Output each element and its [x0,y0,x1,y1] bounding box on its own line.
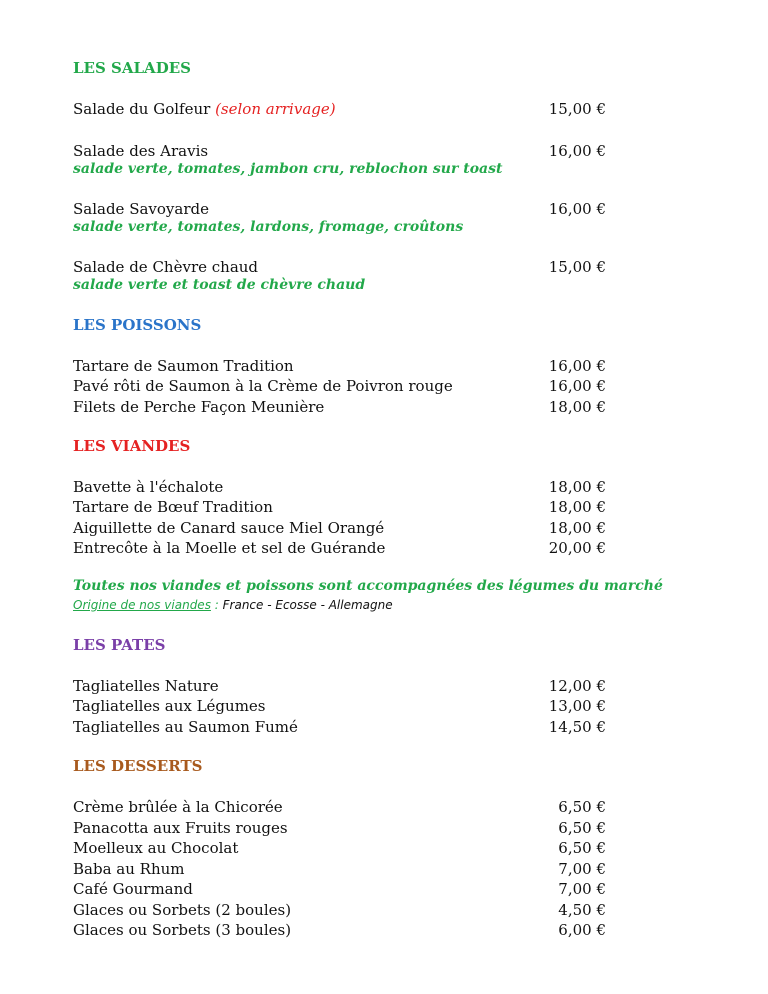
menu-item-price: 15,00 € [548,258,606,276]
menu-item-price: 7,00 € [558,860,606,878]
menu-item-price: 18,00 € [548,478,606,496]
menu-item-name: Glaces ou Sorbets (2 boules) [73,901,292,919]
menu-item-price: 4,50 € [558,901,606,919]
menu-item-name: Tartare de Saumon Tradition [73,357,294,375]
menu-item-name: Aiguillette de Canard sauce Miel Orangé [73,519,385,537]
menu-item-price: 6,50 € [558,798,606,816]
menu-item-price: 16,00 € [548,200,606,218]
menu-item-name: Salade des Aravis [73,142,209,160]
menu-item-name: Tagliatelles Nature [73,677,219,695]
menu-item-name: Bavette à l'échalote [73,478,224,496]
menu-item-price: 6,50 € [558,839,606,857]
menu-item-name: Salade Savoyarde [73,200,209,218]
menu-item-name: Tartare de Bœuf Tradition [73,498,273,516]
menu-item-label: Salade du Golfeur [73,100,216,118]
menu-item-name: Salade de Chèvre chaud [73,258,259,276]
menu-item-price: 13,00 € [548,697,606,715]
menu-item-price: 18,00 € [548,498,606,516]
menu-item-name: Pavé rôti de Saumon à la Crème de Poivron rouge [73,377,453,395]
menu-item-name: Baba au Rhum [73,860,185,878]
menu-item-price: 6,50 € [558,819,606,837]
menu-item-price: 18,00 € [548,398,606,416]
menu-item-name: Panacotta aux Fruits rouges [73,819,288,837]
origin-label: Origine de nos viandes [73,598,211,612]
origin-line [73,597,393,613]
menu-item-price: 15,00 € [548,100,606,118]
menu-item-name: Tagliatelles au Saumon Fumé [73,718,298,736]
section-heading-desserts: LES DESSERTS [73,757,203,775]
menu-item-description: salade verte, tomates, jambon cru, reblochon sur toast [73,161,503,177]
menu-item-name [73,99,336,119]
section-heading-pates: LES PATES [73,636,166,654]
menu-item-name: Tagliatelles aux Légumes [73,697,266,715]
menu-item-description: salade verte, tomates, lardons, fromage, croûtons [73,219,464,235]
section-heading-viandes: LES VIANDES [73,437,191,455]
menu-item-price: 6,00 € [558,921,606,939]
section-heading-poissons: LES POISSONS [73,316,202,334]
menu-item-price: 14,50 € [548,718,606,736]
accompaniment-note: Toutes nos viandes et poissons sont accompagnées des légumes du marché [73,578,663,594]
menu-item-price: 20,00 € [548,539,606,557]
menu-item-name: Filets de Perche Façon Meunière [73,398,325,416]
menu-item-description: salade verte et toast de chèvre chaud [73,277,366,293]
menu-item-name: Entrecôte à la Moelle et sel de Guérande [73,539,386,557]
origin-value: France - Ecosse - Allemagne [222,598,393,612]
menu-item-price: 16,00 € [548,357,606,375]
menu-item-price: 12,00 € [548,677,606,695]
menu-item-name: Crème brûlée à la Chicorée [73,798,283,816]
menu-item-price: 16,00 € [548,142,606,160]
menu-item-note: (selon arrivage) [215,100,336,118]
origin-separator: : [210,598,223,612]
menu-item-name: Glaces ou Sorbets (3 boules) [73,921,292,939]
menu-item-name: Café Gourmand [73,880,193,898]
menu-item-name: Moelleux au Chocolat [73,839,239,857]
section-heading-salades: LES SALADES [73,59,191,77]
menu-item-price: 18,00 € [548,519,606,537]
menu-item-price: 16,00 € [548,377,606,395]
menu-item-price: 7,00 € [558,880,606,898]
